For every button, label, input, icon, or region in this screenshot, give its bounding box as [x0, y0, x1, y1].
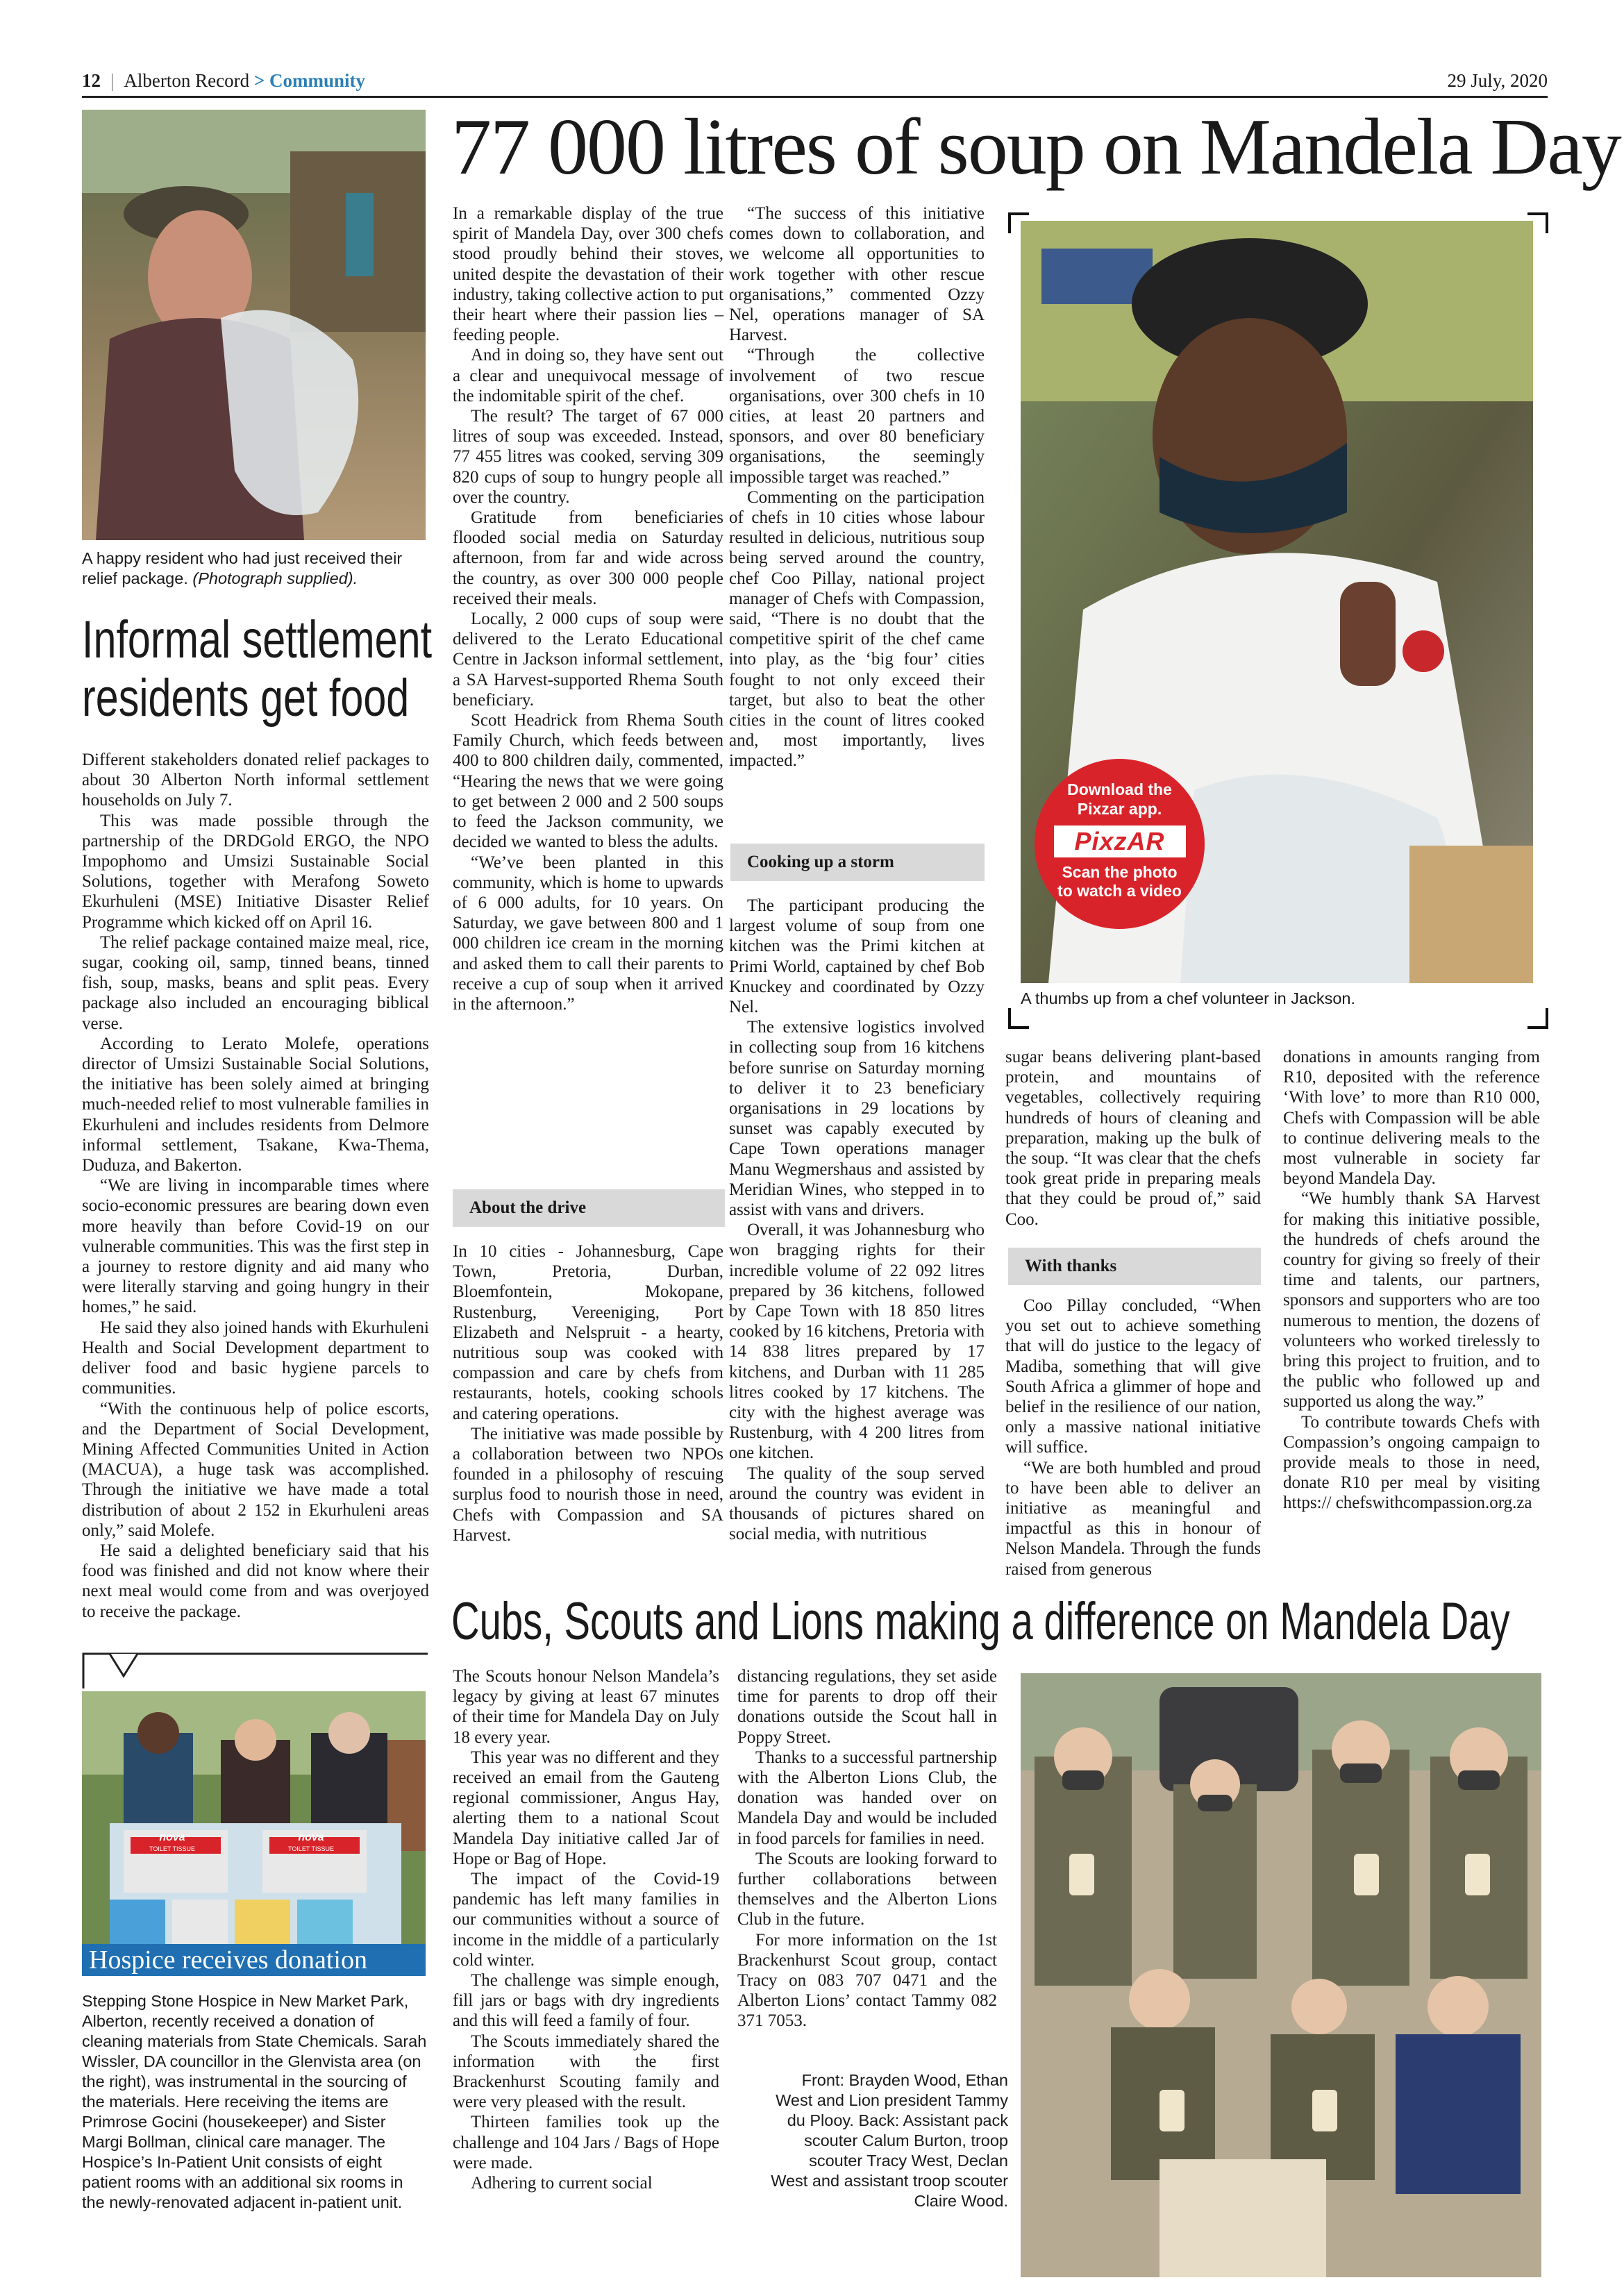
soup-column-1b — [453, 1241, 723, 1545]
paragraph: Commenting on the participation of chefs in 10 cities whose labour resulted in delicious, nutritious soup being served around the country, chef Coo Pillay, national project manager of Chefs with Compassion, said, “There is no doubt that the competitive spirit of the chef came into play, as the ‘big four’ cities fought to not only exceed their target, but also to beat the other cities in the count of litres cooked and, most importantly, lives impacted.” — [729, 487, 985, 771]
relief-photo-image — [82, 110, 426, 540]
frame-corner — [1527, 1008, 1548, 1029]
hospice-title: Hospice receives donation — [82, 1944, 426, 1976]
hospice-photo-image — [82, 1691, 426, 1976]
section-arrow: > — [253, 70, 265, 91]
scouts-photo — [1021, 1673, 1541, 2277]
pixzar-logo: PixzAR — [1054, 826, 1186, 857]
paragraph: “We are both humbled and proud to have been able to deliver an initiative as meaningful and impactful as this in honour of Nelson Mandela. Through the funds raised from generous — [1005, 1458, 1261, 1579]
relief-photo — [82, 110, 426, 540]
paragraph: Overall, it was Johannesburg who won bragging rights for their incredible volume of 22 092 litres prepared by 36 kitchens, followed by Cape Town with 18 850 litres cooked by 16 kitchens, Pretoria with 14 838 litres prepared by 17 kitchens, and Durban with 11 285 litres cooked by 17 kitchens. The city with the highest average was Rustenburg, with 4 200 litres from one kitchen. — [729, 1221, 985, 1463]
chef-photo — [1021, 221, 1533, 983]
paragraph: In a remarkable display of the true spirit of Mandela Day, over 300 chefs stood proudly behind their stoves, united despite the devastation of their industry, taking collective action to put their heart where their passion lies – feeding people. — [453, 204, 723, 345]
relief-photo-caption — [82, 548, 429, 589]
paragraph: To contribute towards Chefs with Compassion’s ongoing campaign to provide meals to those in need, donate R10 per meal by visiting https:// chefswithcompassion.org.za — [1283, 1412, 1540, 1513]
soup-column-4 — [1283, 1047, 1540, 1514]
subhead-about-drive: About the drive — [453, 1189, 725, 1227]
headline-line-2: residents get food — [82, 669, 410, 728]
hospice-photo — [82, 1691, 426, 1976]
frame-corner — [1008, 1008, 1029, 1029]
soup-column-2 — [729, 203, 985, 771]
paragraph: The challenge was simple enough, fill jars or bags with dry ingredients and this will feed a family of four. — [453, 1971, 719, 2031]
paragraph: The Scouts honour Nelson Mandela’s legacy by giving at least 67 minutes of their time for Mandela Day on July 18 every year. — [453, 1667, 719, 1747]
speech-bubble-tab — [82, 1652, 429, 1690]
chef-photo-caption: A thumbs up from a chef volunteer in Jackson. — [1021, 989, 1356, 1007]
scouts-photo-caption: Front: Brayden Wood, Ethan West and Lion president Tammy du Plooy. Back: Assistant pack scouter Calum Burton, troop scouter Tracy West, Declan West and assistant troop scouter Claire Wood. — [771, 2071, 1008, 2210]
pixzar-badge[interactable] — [1035, 759, 1205, 929]
soup-headline: 77 000 litres of soup on Mandela Day — [451, 103, 1621, 192]
paragraph: Different stakeholders donated relief packages to about 30 Alberton North informal settlement households on July 7. — [82, 751, 429, 810]
paragraph: Thirteen families took up the challenge and 104 Jars / Bags of Hope were made. — [453, 2113, 719, 2172]
informal-settlement-headline — [82, 610, 433, 736]
speech-bubble-shape — [82, 1652, 429, 1690]
paragraph: In 10 cities - Johannesburg, Cape Town, Pretoria, Durban, Bloemfontein, Mokopane, Rustenburg, Vereeniging, Port Elizabeth and Nelspruit - a hearty, nutritious soup was cooked with compassion and care by chefs from restaurants, hotels, cooking schools and catering operations. — [453, 1242, 723, 1423]
paragraph: sugar beans delivering plant-based protein, and mountains of vegetables, collectively requiring hundreds of hours of cleaning and preparation, making up the bulk of the soup. “It was clear that the chefs took great pride in preparing meals that they could be proud of,” said Coo. — [1005, 1048, 1261, 1229]
product-label-right: nova — [298, 1832, 324, 1843]
scouts-headline-wrap — [451, 1590, 1562, 1659]
paragraph: “The success of this initiative comes down to collaboration, and we welcome all opportunities to work together with other rescue organisations,” commented Ozzy Nel, operations manager of SA Harvest. — [729, 204, 985, 345]
paragraph: The extensive logistics involved in collecting soup from 16 kitchens before sunrise on Saturday morning to deliver it to 23 beneficiary organisations in 29 locations by sunset was capably executed by Cape Town operations manager Manu Wegmershaus and assisted by Meridian Wines, who stepped in to assist with vans and drivers. — [729, 1018, 985, 1220]
paragraph: “We humbly thank SA Harvest for making this initiative possible, the hundreds of chefs around the country for giving so freely of their time and talents, our partners, sponsors and supporters who are too numerous to mention, the dozens of volunteers who worked tirelessly to bring this project to fruition, and to the public who followed up and supported us along the way.” — [1283, 1189, 1540, 1411]
paragraph: The result? The target of 67 000 litres of soup was exceeded. Instead, 77 455 litres was cooked, serving 309 820 cups of soup to hungry people all over the country. — [453, 407, 723, 507]
product-label-left: nova — [159, 1832, 185, 1843]
relief-caption-text: A happy resident who had just received their relief package. — [82, 549, 403, 587]
paragraph: He said a delighted beneficiary said that his food was finished and did not know where their next meal would come from and was overjoyed to receive the package. — [82, 1541, 429, 1621]
paragraph: Locally, 2 000 cups of soup were delivered to the Lerato Educational Centre in Jackson informal settlement, a SA Harvest-supported Rhema South beneficiary. — [453, 610, 723, 710]
relief-caption-credit: (Photograph supplied). — [192, 569, 358, 587]
paragraph: Thanks to a successful partnership with the Alberton Lions Club, the donation was handed over on Mandela Day and would be included in food parcels for families in need. — [737, 1748, 997, 1848]
product-sub-right: TOILET TISSUE — [287, 1845, 335, 1852]
paragraph: This was made possible through the partnership of the DRDGold ERGO, the NPO Impophomo and Umsizi Sustainable Social Solutions, together with Merafong Soweto Ekurhuleni (MSE) Initiative Disaster Relief Programme which kicked off on April 16. — [82, 811, 429, 932]
paragraph: “We are living in incomparable times where socio-economic pressures are bearing down even more heavily than before Covid-19 on our vulnerable communities. This was the first step in a journey to restore dignity and aid many who were literally starving and going hungry in their homes,” he said. — [82, 1176, 429, 1317]
subhead-with-thanks: With thanks — [1008, 1248, 1261, 1285]
subhead-cooking-storm: Cooking up a storm — [730, 844, 985, 881]
paragraph: “With the continuous help of police escorts, and the Department of Social Development, Mining Affected Communities United in Action (MACUA), a huge task was accomplished. Through the initiative we have made a total distribution of about 2 152 in Ekurhuleni areas only,” said Molefe. — [82, 1399, 429, 1540]
soup-column-1 — [453, 203, 723, 1014]
paragraph: Gratitude from beneficiaries flooded social media on Saturday afternoon, from far and wide across the country, as over 300 000 people received their meals. — [453, 508, 723, 608]
paragraph: For more information on the 1st Brackenhurst Scout group, contact Tracy on 083 707 0471 and the Alberton Lions’ contact Tammy 082 371 7053. — [737, 1930, 997, 2031]
paragraph: This year was no different and they received an email from the Gauteng regional commissioner, Angus Hay, alerting them to a national Scout Mandela Day initiative called Jar of Hope or Bag of Hope. — [453, 1748, 719, 1868]
paragraph: Coo Pillay concluded, “When you set out to achieve something that will do justice to the legacy of Madiba, something that will give South Africa a glimmer of hope and belief in the resilience of our nation, only a massive national initiative will suffice. — [1005, 1296, 1261, 1457]
headline-line-1: Informal settlement — [82, 610, 433, 669]
paragraph: The participant producing the largest volume of soup from one kitchen was the Primi kitchen at Primi World, captained by chef Bob Knuckey and coordinated by Ozzy Nel. — [729, 896, 985, 1017]
publication-name: Alberton Record — [124, 70, 250, 91]
paragraph: distancing regulations, they set aside time for parents to drop off their donations outside the Scout hall in Poppy Street. — [737, 1667, 997, 1747]
informal-settlement-body — [82, 750, 429, 1622]
section-name: Community — [269, 70, 366, 91]
scouts-photo-image — [1021, 1673, 1541, 2277]
scouts-column-2 — [737, 1666, 997, 2031]
paragraph: The quality of the soup served around the country was evident in thousands of pictures shared on social media, with nutritious — [729, 1464, 985, 1544]
paragraph: And in doing so, they have sent out a clear and unequivocal message of the indomitable spirit of the chef. — [453, 346, 723, 405]
paragraph: The relief package contained maize meal, rice, sugar, cooking oil, samp, tinned beans, tinned fish, soup, masks, beans and split peas. Every package also included an encouraging biblical verse. — [82, 932, 429, 1033]
paragraph: The impact of the Covid-19 pandemic has left many families in our communities without a source of income in the middle of a particularly cold winter. — [453, 1870, 719, 1970]
page-header — [82, 67, 707, 94]
paragraph: Adhering to current social — [471, 2174, 653, 2193]
scouts-headline: Cubs, Scouts and Lions making a difference on Mandela Day — [451, 1592, 1510, 1651]
soup-column-2b — [729, 896, 985, 1545]
paragraph: Scott Headrick from Rhema South Family Church, which feeds between 400 to 800 children daily, commented, “Hearing the news that we were going to get between 2 000 and 2 500 soups to feed the Jackson community, we decided we wanted to bless the adults. — [453, 711, 723, 852]
page-number: 12 — [82, 70, 101, 91]
paragraph: According to Lerato Molefe, operations director of Umsizi Sustainable Social Solutions, the initiative has been solely aimed at bringing much-needed relief to most vulnerable families in Ekurhuleni and includes residents from Delmore informal settlement, Tsakane, Kwa-Thema, Duduza, and Bakerton. — [82, 1034, 429, 1175]
soup-column-3b — [1005, 1296, 1261, 1579]
header-divider: | — [110, 70, 115, 91]
paragraph: The initiative was made possible by a collaboration between two NPOs founded in a philosophy of rescuing surplus food to nourish those in need, Chefs with Compassion and SA Harvest. — [453, 1424, 723, 1545]
pixzar-download-text: Download the Pixzar app. — [1067, 780, 1172, 818]
pixzar-scan-text: Scan the photo to watch a video — [1057, 863, 1182, 900]
paragraph: “Through the collective involvement of two rescue organisations, over 300 chefs in 10 cities, at least 20 partners and sponsors, and over 80 beneficiary organisations, the seemingly impossible target was reached.” — [729, 346, 985, 487]
paragraph: The Scouts immediately shared the information with the first Brackenhurst Scouting family and were very pleased with the result. — [453, 2031, 719, 2112]
soup-column-3 — [1005, 1047, 1261, 1230]
header-rule — [82, 96, 1548, 98]
paragraph: donations in amounts ranging from R10, deposited with the reference ‘With love’ to more than R10 000, Chefs with Compassion will be able to continue delivering meals to the most vulnerable in society far beyond Mandela Day. — [1283, 1048, 1540, 1189]
paragraph: “We’ve been planted in this community, which is home to upwards of 6 000 adults, for 10 years. On Saturday, we gave between 800 and 1 000 children ice cream in the morning and asked them to call their parents to receive a cup of soup when it arrived in the afternoon.” — [453, 853, 723, 1014]
issue-date: 29 July, 2020 — [1447, 70, 1548, 91]
scouts-column-1 — [453, 1666, 719, 2193]
paragraph: He said they also joined hands with Ekurhuleni Health and Social Development department to deliver food and basic hygiene parcels to communities. — [82, 1318, 429, 1398]
hospice-caption: Stepping Stone Hospice in New Market Park, Alberton, recently received a donation of cleaning materials from State Chemicals. Sarah Wissler, DA councillor in the Glenvista area (on the right), was instrumental in the sourcing of the materials. Here receiving the items are Primrose Gocini (housekeeper) and Sister Margi Bollman, clinical care manager. The Hospice’s In-Patient Unit consists of eight patient rooms with an additional six rooms in the newly-renovated adjacent in-patient unit. — [82, 1992, 427, 2211]
paragraph: The Scouts are looking forward to further collaborations between themselves and the Alberton Lions Club in the future. — [737, 1849, 997, 1929]
product-sub-left: TOILET TISSUE — [149, 1845, 196, 1852]
